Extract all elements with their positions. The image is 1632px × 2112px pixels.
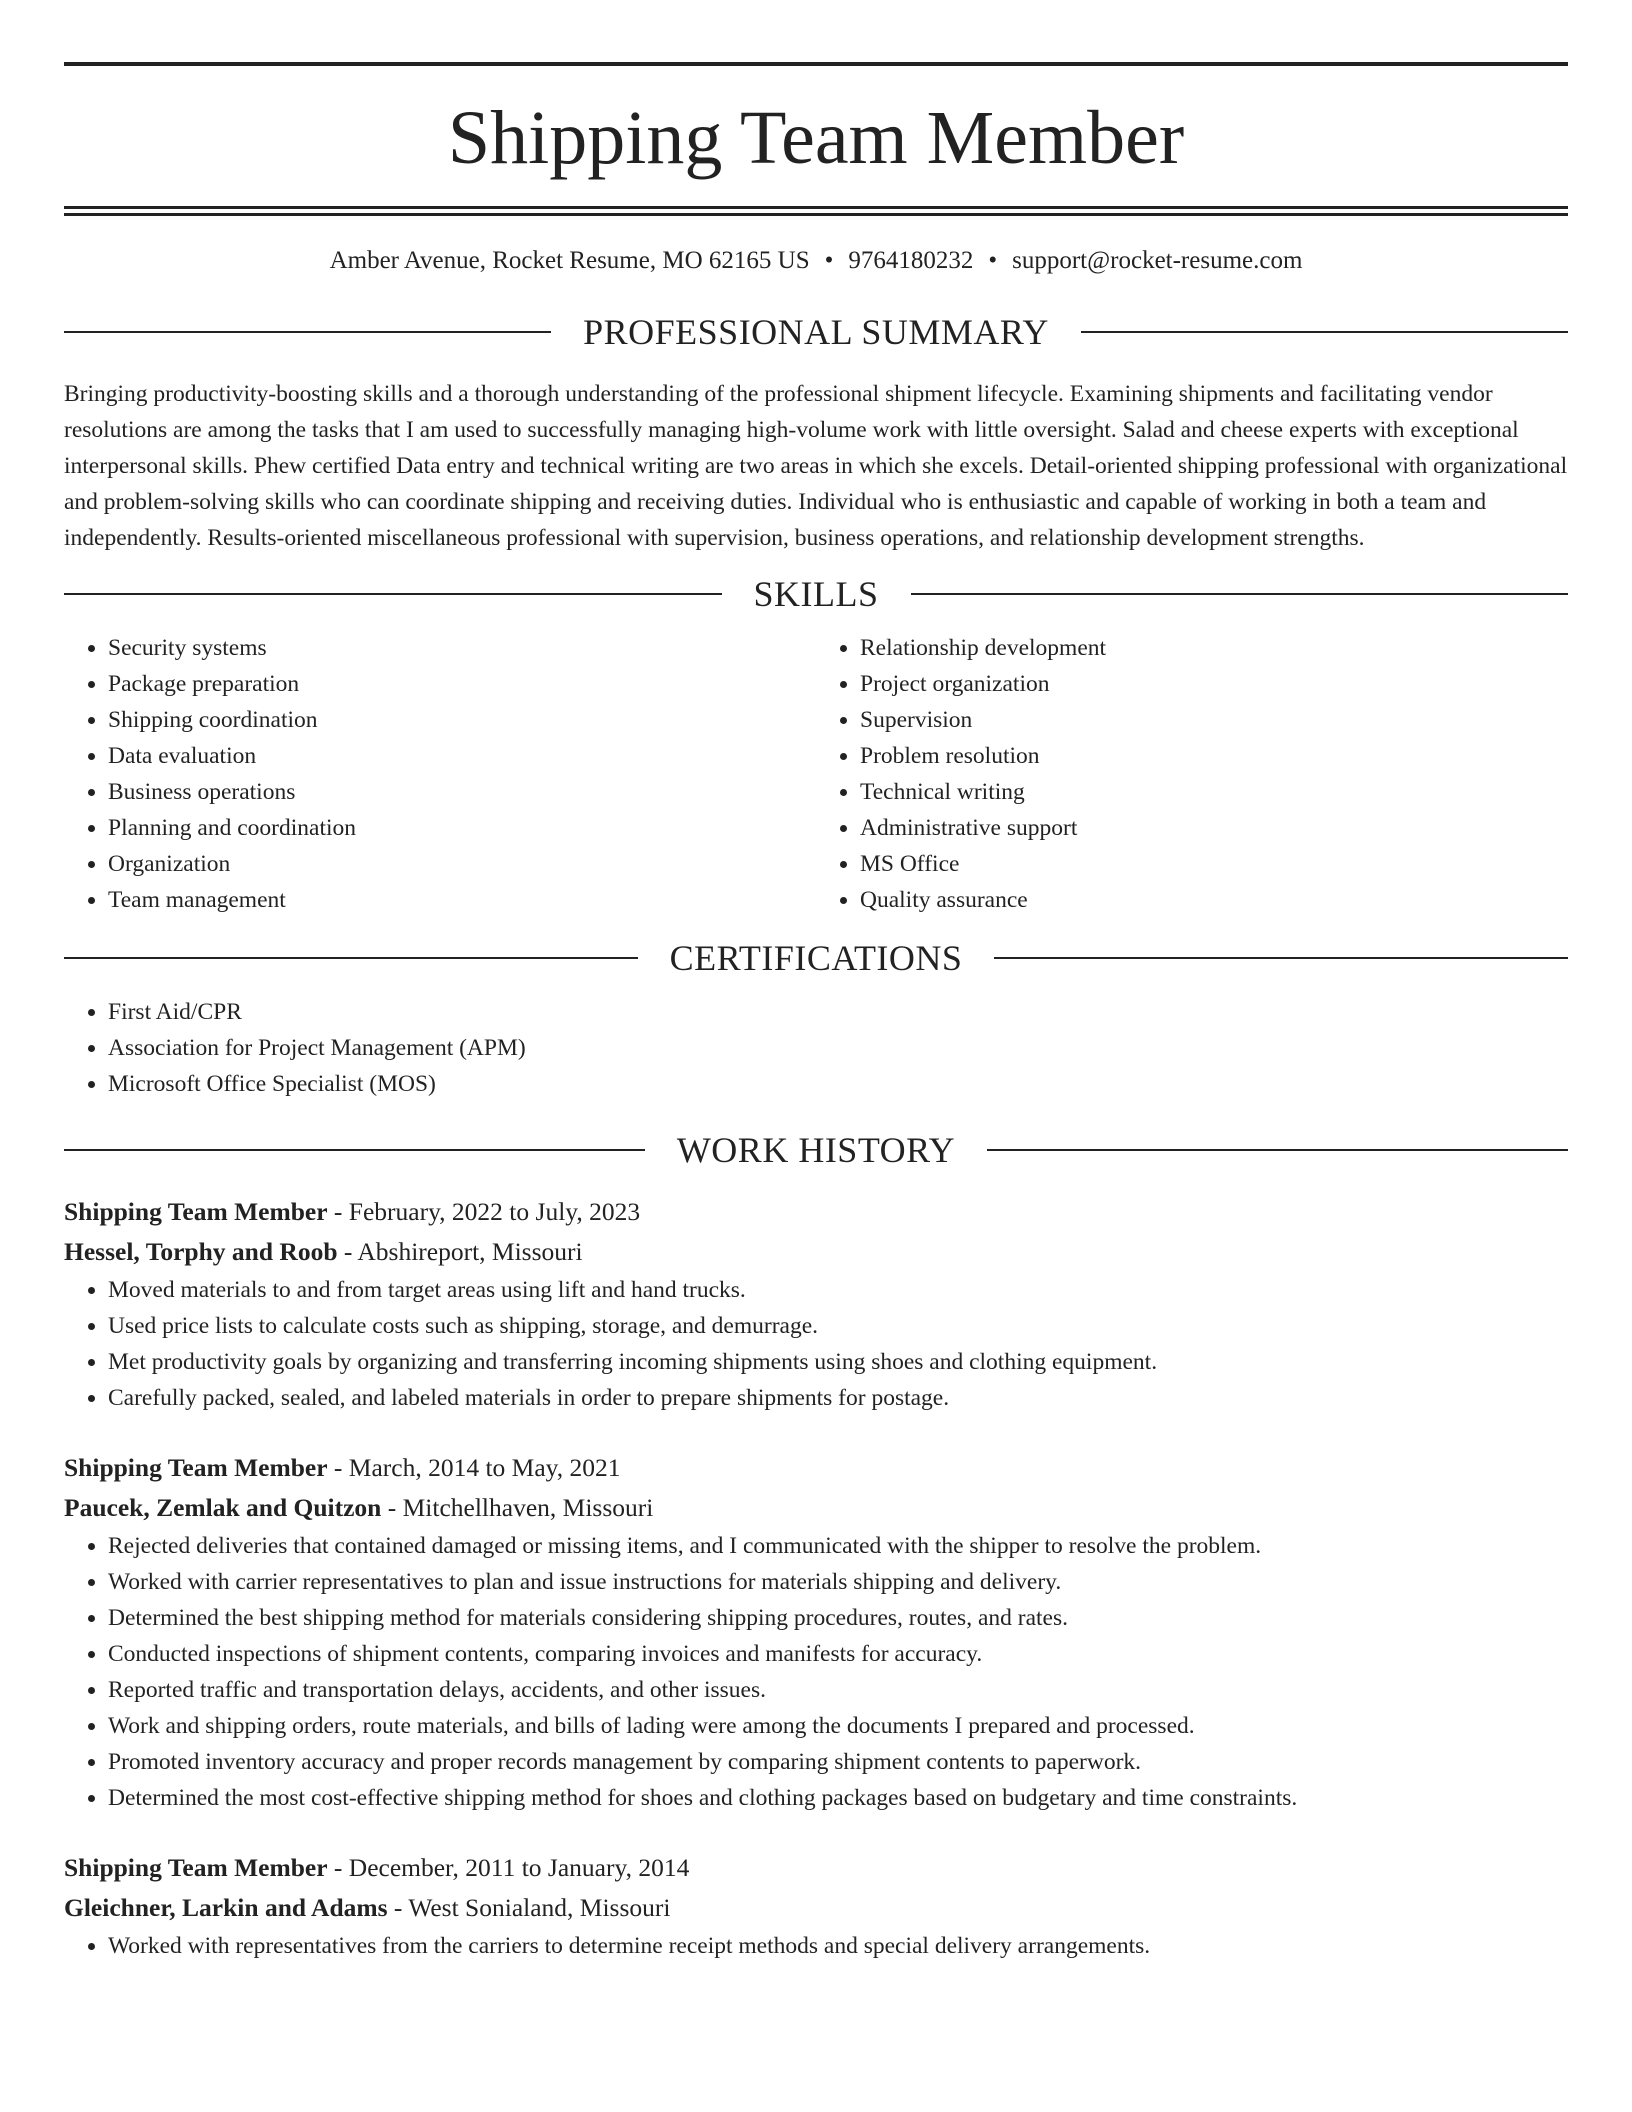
- certifications-heading: [64, 940, 1568, 976]
- job-duty: • Worked with carrier representatives to plan and issue instructions for materials shipping and delivery.: [108, 1564, 1568, 1600]
- job-duty: • Used price lists to calculate costs such as shipping, storage, and demurrage.: [108, 1308, 1568, 1344]
- job-role: Shipping Team Member: [64, 1197, 328, 1226]
- job-duties-list: [64, 1272, 1568, 1416]
- certification-item: • First Aid/CPR: [108, 994, 1568, 1030]
- job-dates: - March, 2014 to May, 2021: [327, 1453, 621, 1482]
- job-location: - Abshireport, Missouri: [337, 1237, 583, 1266]
- skills-grid: [64, 630, 1568, 918]
- contact-info: [64, 246, 1568, 276]
- certification-item: • Association for Project Management (APM): [108, 1030, 1568, 1066]
- skill-item: • Planning and coordination: [108, 810, 816, 846]
- skills-list-right: [816, 630, 1568, 918]
- skill-item: • Administrative support: [860, 810, 1568, 846]
- heading-rule: [64, 957, 638, 959]
- job-duty: • Moved materials to and from target areas using lift and hand trucks.: [108, 1272, 1568, 1308]
- job-company: Paucek, Zemlak and Quitzon: [64, 1493, 382, 1522]
- job-duty: • Conducted inspections of shipment contents, comparing invoices and manifests for accuracy.: [108, 1636, 1568, 1672]
- candidate-name: Shipping Team Member: [447, 96, 1185, 180]
- skill-item: • Team management: [108, 882, 816, 918]
- job-company-line: [64, 1488, 1568, 1528]
- skill-item: • Organization: [108, 846, 816, 882]
- job-company: Gleichner, Larkin and Adams: [64, 1893, 388, 1922]
- skill-item: • Quality assurance: [860, 882, 1568, 918]
- job-company: Hessel, Torphy and Roob: [64, 1237, 338, 1266]
- job-company-line: [64, 1232, 1568, 1272]
- heading-rule: [987, 1149, 1568, 1151]
- contact-phone: 9764180232: [848, 247, 974, 274]
- certifications-title: CERTIFICATIONS: [669, 938, 963, 978]
- summary-title: PROFESSIONAL SUMMARY: [583, 312, 1049, 352]
- header-bottom-rule: [64, 206, 1568, 216]
- job-duty: • Carefully packed, sealed, and labeled materials in order to prepare shipments for postage.: [108, 1380, 1568, 1416]
- skills-title: SKILLS: [753, 574, 879, 614]
- summary-heading: [64, 314, 1568, 350]
- skill-item: • Supervision: [860, 702, 1568, 738]
- skill-item: • Relationship development: [860, 630, 1568, 666]
- job-location: - West Sonialand, Missouri: [387, 1893, 671, 1922]
- heading-rule: [64, 331, 551, 333]
- skill-item: • Business operations: [108, 774, 816, 810]
- job-dates: - February, 2022 to July, 2023: [327, 1197, 641, 1226]
- skill-item: • MS Office: [860, 846, 1568, 882]
- work-history-heading: [64, 1132, 1568, 1168]
- job-company-line: [64, 1888, 1568, 1928]
- work-history-list: [64, 1192, 1568, 1964]
- job-title-line: [64, 1448, 1568, 1488]
- job-duty: • Rejected deliveries that contained damaged or missing items, and I communicated with the shipper to resolve the problem.: [108, 1528, 1568, 1564]
- job-duty: • Work and shipping orders, route materials, and bills of lading were among the documents I prepared and processed.: [108, 1708, 1568, 1744]
- skills-heading: [64, 576, 1568, 612]
- job-dates: - December, 2011 to January, 2014: [327, 1853, 690, 1882]
- heading-rule: [994, 957, 1568, 959]
- job-role: Shipping Team Member: [64, 1853, 328, 1882]
- skill-item: • Project organization: [860, 666, 1568, 702]
- job-title-line: [64, 1192, 1568, 1232]
- heading-rule: [1081, 331, 1568, 333]
- skill-item: • Data evaluation: [108, 738, 816, 774]
- job-duty: • Determined the best shipping method for materials considering shipping procedures, routes, and rates.: [108, 1600, 1568, 1636]
- heading-rule: [64, 593, 722, 595]
- certifications-list: [64, 994, 1568, 1102]
- job-duty: • Determined the most cost-effective shipping method for shoes and clothing packages based on budgetary and time constraints.: [108, 1780, 1568, 1816]
- job-entry: [64, 1848, 1568, 1964]
- skills-list-left: [64, 630, 816, 918]
- job-duty: • Met productivity goals by organizing and transferring incoming shipments using shoes and clothing equipment.: [108, 1344, 1568, 1380]
- skills-column-right: [816, 630, 1568, 918]
- job-title-line: [64, 1848, 1568, 1888]
- skill-item: • Technical writing: [860, 774, 1568, 810]
- skill-item: • Package preparation: [108, 666, 816, 702]
- heading-rule: [64, 1149, 645, 1151]
- skills-column-left: [64, 630, 816, 918]
- summary-text: Bringing productivity-boosting skills and a thorough understanding of the professional shipment lifecycle. Examining shipments and facilitating vendor resolutions are among the tasks that I am used to successfully managing high-volume work with little oversight. Salad and cheese experts with exceptional interpersonal skills. Phew certified Data entry and technical writing are two areas in which she excels. Detail-oriented shipping professional with organizational and problem-solving skills who can coordinate shipping and receiving duties. Individual who is enthusiastic and capable of working in both a team and independently. Results-oriented miscellaneous professional with supervision, business operations, and relationship development strengths.: [64, 381, 1568, 551]
- job-location: - Mitchellhaven, Missouri: [381, 1493, 654, 1522]
- certification-item: • Microsoft Office Specialist (MOS): [108, 1066, 1568, 1102]
- job-role: Shipping Team Member: [64, 1453, 328, 1482]
- contact-email[interactable]: support@rocket-resume.com: [1012, 247, 1303, 274]
- job-duty: • Worked with representatives from the carriers to determine receipt methods and special delivery arrangements.: [108, 1928, 1568, 1964]
- contact-separator: •: [988, 247, 998, 274]
- skill-item: • Problem resolution: [860, 738, 1568, 774]
- skill-item: • Shipping coordination: [108, 702, 816, 738]
- contact-address: Amber Avenue, Rocket Resume, MO 62165 US: [329, 247, 810, 274]
- job-duty: • Reported traffic and transportation delays, accidents, and other issues.: [108, 1672, 1568, 1708]
- work-history-title: WORK HISTORY: [676, 1130, 956, 1170]
- heading-rule: [911, 593, 1569, 595]
- header-top-rule: [64, 62, 1568, 66]
- contact-separator: •: [824, 247, 834, 274]
- job-duty: • Promoted inventory accuracy and proper records management by comparing shipment contents to paperwork.: [108, 1744, 1568, 1780]
- job-duties-list: [64, 1528, 1568, 1816]
- skill-item: • Security systems: [108, 630, 816, 666]
- job-entry: [64, 1448, 1568, 1816]
- job-duties-list: [64, 1928, 1568, 1964]
- job-entry: [64, 1192, 1568, 1416]
